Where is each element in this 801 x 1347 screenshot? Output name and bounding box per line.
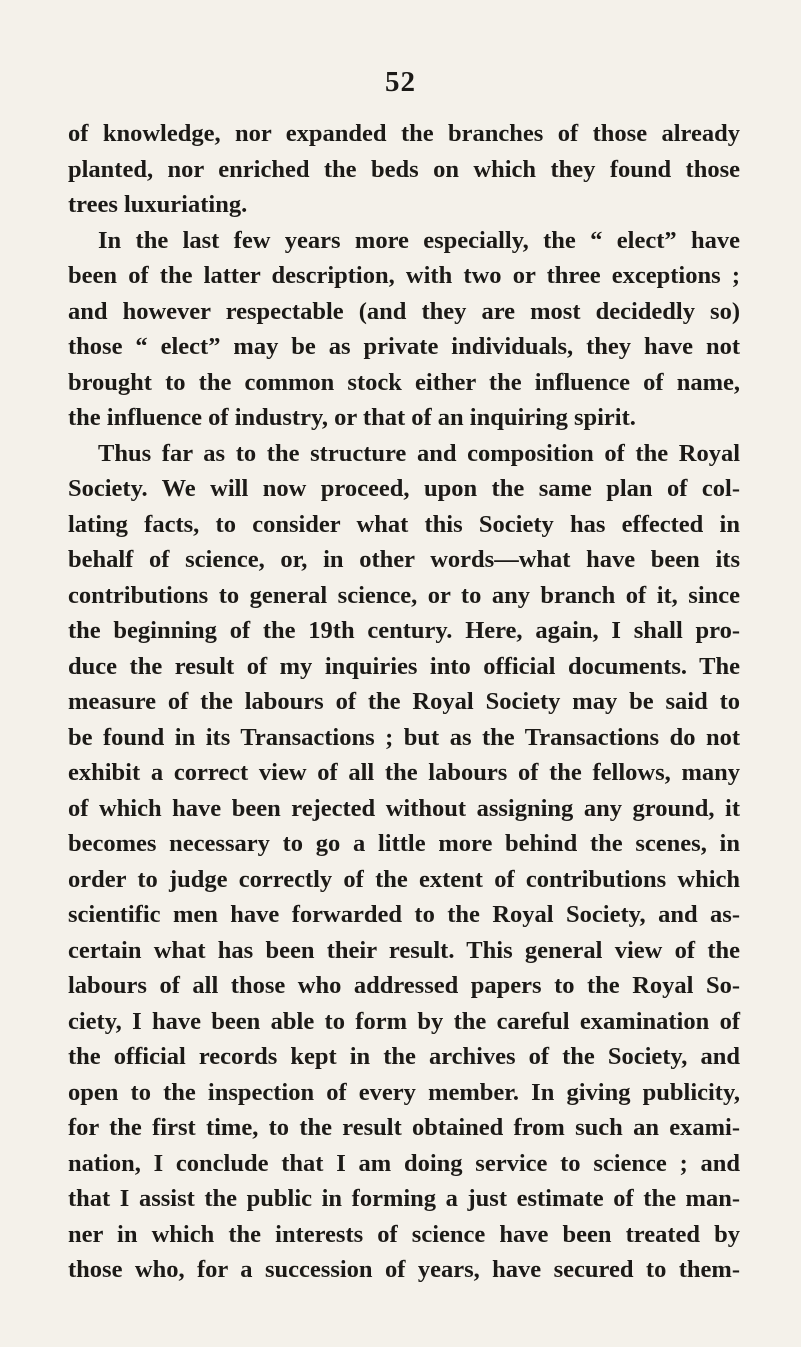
text-line: becomes necessary to go a little more behind the scenes, in (68, 830, 740, 857)
text-line: the beginning of the 19th century. Here, again, I shall pro- (68, 617, 740, 644)
text-line: scientific men have forwarded to the Royal Society, and as- (68, 901, 740, 928)
text-line: certain what has been their result. This general view of the (68, 936, 740, 964)
text-line: planted, nor enriched the beds on which they found those (68, 155, 740, 183)
text-line: that I assist the public in forming a just estimate of the man- (68, 1185, 740, 1212)
text-line: the influence of industry, or that of an inquiring spirit. (68, 404, 636, 431)
text-line: In the last few years more especially, the “ elect” have (98, 226, 740, 254)
text-line: lating facts, to consider what this Society has effected in (68, 510, 740, 538)
text-line: those who, for a succession of years, have secured to them- (68, 1256, 740, 1283)
page-number: 52 (385, 66, 416, 98)
text-line: nation, I conclude that I am doing service to science ; and (68, 1149, 740, 1177)
text-line: brought to the common stock either the influence of name, (68, 368, 740, 396)
text-line: ner in which the interests of science have been treated by (68, 1220, 740, 1248)
text-line: be found in its Transactions ; but as the Transactions do not (68, 723, 740, 751)
text-line: order to judge correctly of the extent of contributions which (68, 865, 740, 893)
text-line: the official records kept in the archives of the Society, and (68, 1043, 740, 1070)
text-line: those “ elect” may be as private individuals, they have not (68, 333, 740, 360)
text-line: open to the inspection of every member. In giving publicity, (68, 1078, 740, 1106)
text-line: ciety, I have been able to form by the careful examination of (68, 1007, 740, 1035)
text-line: duce the result of my inquiries into official documents. The (68, 652, 740, 680)
text-line: exhibit a correct view of all the labours of the fellows, many (68, 759, 740, 786)
text-line: for the first time, to the result obtained from such an exami- (68, 1114, 740, 1141)
text-line: of which have been rejected without assigning any ground, it (68, 794, 740, 822)
text-line: of knowledge, nor expanded the branches of those already (68, 120, 740, 147)
text-line: labours of all those who addressed papers to the Royal So- (68, 972, 740, 999)
text-line: Society. We will now proceed, upon the same plan of col- (68, 475, 740, 502)
text-line: behalf of science, or, in other words—what have been its (68, 546, 740, 573)
text-line: and however respectable (and they are most decidedly so) (68, 297, 740, 325)
text-line: trees luxuriating. (68, 191, 248, 218)
text-line: been of the latter description, with two or three exceptions ; (68, 262, 740, 289)
text-line: measure of the labours of the Royal Society may be said to (68, 688, 740, 715)
body-text (68, 116, 740, 1288)
text-line: Thus far as to the structure and composition of the Royal (98, 439, 740, 467)
text-line: contributions to general science, or to any branch of it, since (68, 581, 740, 609)
